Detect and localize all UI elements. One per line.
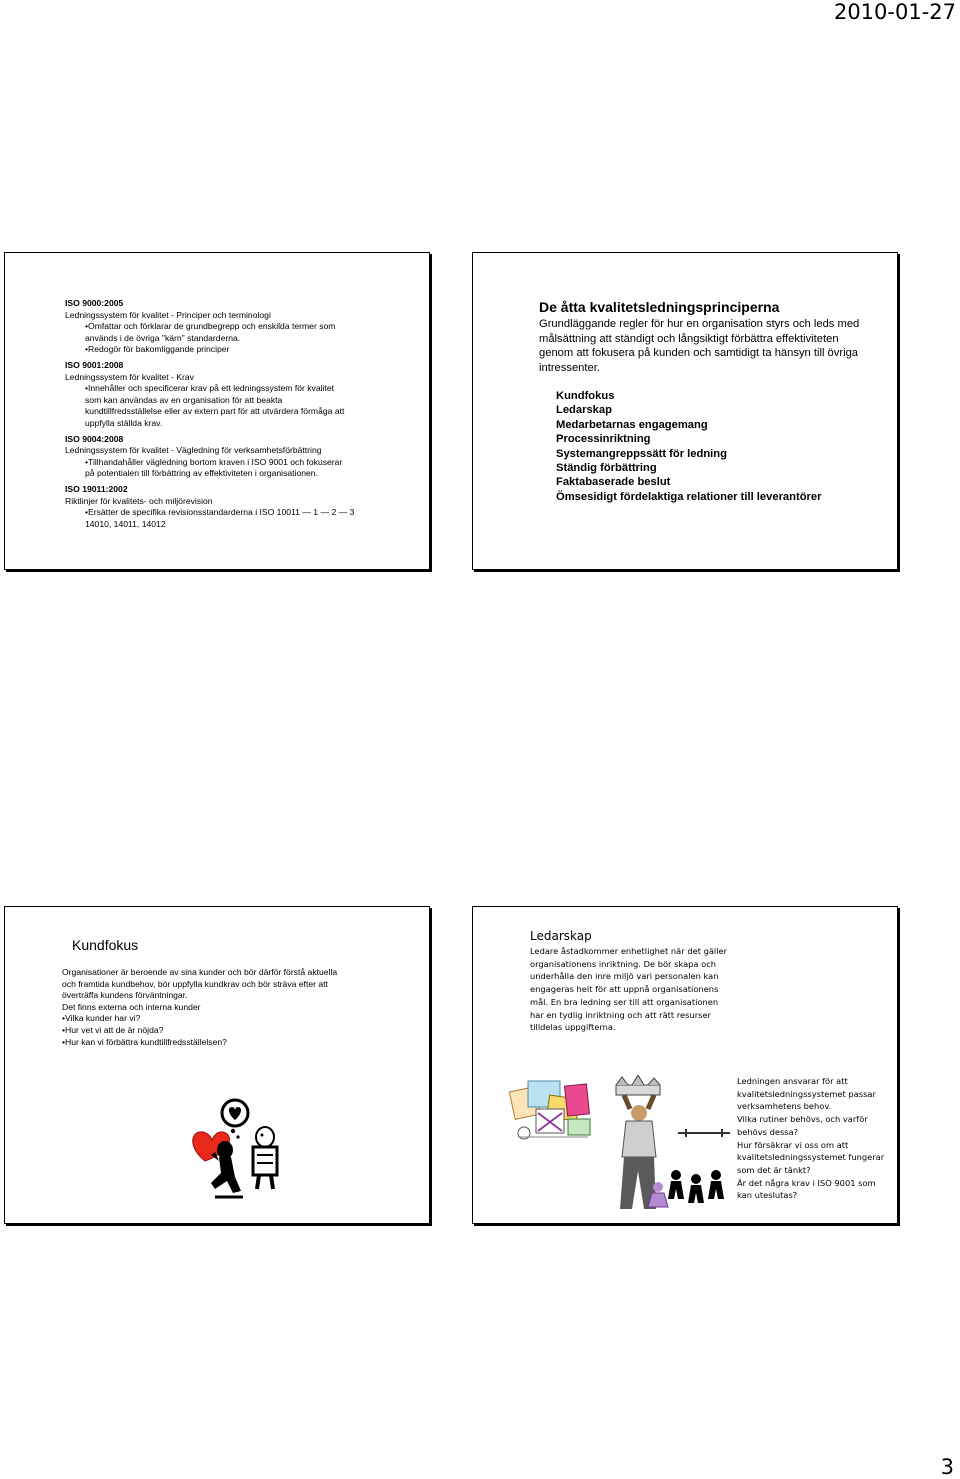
- list-item: Ledarskap: [556, 404, 612, 417]
- line: kvalitetsledningssystemet passar: [737, 1088, 876, 1099]
- list-item: Faktabaserade beslut: [556, 476, 671, 489]
- heart-gift-illustration: [175, 1097, 295, 1209]
- line: •Hur kan vi förbättra kundtillfredsställelsen?: [62, 1036, 227, 1047]
- list-item: Medarbetarnas engagemang: [556, 418, 708, 431]
- kundfokus-text: [62, 967, 382, 1048]
- slide-eight-principles: [472, 252, 898, 570]
- line: Ledningssystem för kvalitet - Principer och terminologi: [65, 309, 271, 320]
- ledarskap-questions: [737, 1075, 897, 1202]
- list-item: Ständig förbättring: [556, 462, 657, 475]
- line: kundtillfredsställelse eller av extern part för att utvärdera förmåga att: [85, 406, 345, 417]
- line: Det finns externa och interna kunder: [62, 1001, 201, 1012]
- principles-list: [556, 389, 821, 504]
- line: och framtida kundbehov, bör uppfylla kundkrav och bör sträva efter att: [62, 978, 328, 989]
- line: som det är tänkt?: [737, 1164, 811, 1175]
- leadership-illustrations: [508, 1075, 738, 1215]
- line: Hur försäkrar vi oss om att: [737, 1139, 849, 1150]
- line: engageras helt för att uppnå organisationens: [530, 984, 719, 995]
- line: verksamhetens behov.: [737, 1101, 832, 1112]
- line: •Hur vet vi att de är nöjda?: [62, 1024, 164, 1035]
- line: kan uteslutas?: [737, 1190, 798, 1201]
- list-item: Systemangreppssätt för ledning: [556, 447, 727, 460]
- slide-title: Kundfokus: [72, 937, 139, 953]
- list-item: Processinriktning: [556, 433, 651, 446]
- line: •Tillhandahåller vägledning bortom kraven i ISO 9001 och fokuserar: [85, 456, 343, 467]
- line: ISO 9004:2008: [65, 433, 124, 444]
- line: uppfylla ställda krav.: [85, 417, 163, 428]
- slide-kundfokus: [4, 906, 430, 1224]
- line: •Innehåller och specificerar krav på ett ledningssystem för kvalitet: [85, 383, 335, 394]
- line: organisationens inriktning. De bör skapa och: [530, 958, 717, 969]
- line: överträffa kundens förväntningar.: [62, 990, 188, 1001]
- line: ISO 9001:2008: [65, 359, 124, 370]
- line: på potentialen till förbättring av effektiviteten i organisationen.: [85, 468, 318, 479]
- line: Ledningen ansvarar för att: [737, 1076, 848, 1086]
- line: ISO 19011:2002: [65, 483, 128, 494]
- line: •Vilka kunder har vi?: [62, 1013, 141, 1024]
- small-figures-illustration: [648, 1129, 730, 1207]
- line: •Ersätter de specifika revisionsstandarderna i ISO 10011 — 1 — 2 — 3: [85, 507, 355, 518]
- line: 14010, 14011, 14012: [85, 518, 166, 529]
- slide-title: Ledarskap: [530, 929, 592, 943]
- line: har en tydlig inriktning och att rätt resurser: [530, 1009, 711, 1020]
- slide-ledarskap: [472, 906, 898, 1224]
- line: Ledningssystem för kvalitet - Vägledning för verksamhetsförbättring: [65, 445, 322, 456]
- line: som kan användas av en organisation för att beakta: [85, 394, 283, 405]
- line: Vilka rutiner behövs, och varför: [737, 1114, 868, 1125]
- line: Organisationer är beroende av sina kunder och bör därför förstå aktuella: [62, 967, 338, 977]
- slide-title: De åtta kvalitetsledningsprinciperna: [539, 299, 780, 315]
- list-item: Kundfokus: [556, 390, 615, 402]
- line: tilldelas uppgifterna.: [530, 1022, 616, 1033]
- line: Är det några krav i ISO 9001 som: [737, 1177, 876, 1188]
- line: kvalitetsledningssystemet fungerar: [737, 1152, 885, 1163]
- list-item: Ömsesidigt fördelaktiga relationer till leverantörer: [556, 490, 822, 503]
- ledarskap-text: [530, 945, 750, 1034]
- line: Ledare åstadkommer enhetlighet när det gäller: [530, 946, 728, 956]
- collage-illustration: [509, 1081, 590, 1139]
- line: •Redogör för bakomliggande principer: [85, 344, 230, 355]
- line: •Omfattar och förklarar de grundbegrepp och enskilda termer som: [85, 321, 336, 332]
- line: Ledningssystem för kvalitet - Krav: [65, 371, 194, 382]
- gift-figure-icon: [253, 1127, 277, 1189]
- line: behövs dessa?: [737, 1126, 799, 1137]
- slide-intro: Grundläggande regler för hur en organisation styrs och leds med målsättning att ständigt och långsiktigt förbättra effektiviteten genom att fokusera på kunden och samtidigt ta hänsyn till övriga intressenter.: [539, 318, 860, 374]
- line: mål. En bra ledning ser till att organisationen: [530, 996, 719, 1007]
- iso-standards-text: [65, 298, 377, 530]
- line: ISO 9000:2005: [65, 298, 124, 308]
- line: Riktlinjer för kvalitets- och miljörevision: [65, 495, 213, 506]
- slide-iso-standards: [4, 252, 430, 570]
- line: underhålla den inre miljö vari personalen kan: [530, 971, 719, 982]
- line: används i de övriga "kärn" standarderna.: [85, 332, 241, 343]
- document-date: 2010-01-27: [833, 0, 956, 24]
- page-number: 3: [940, 1455, 954, 1479]
